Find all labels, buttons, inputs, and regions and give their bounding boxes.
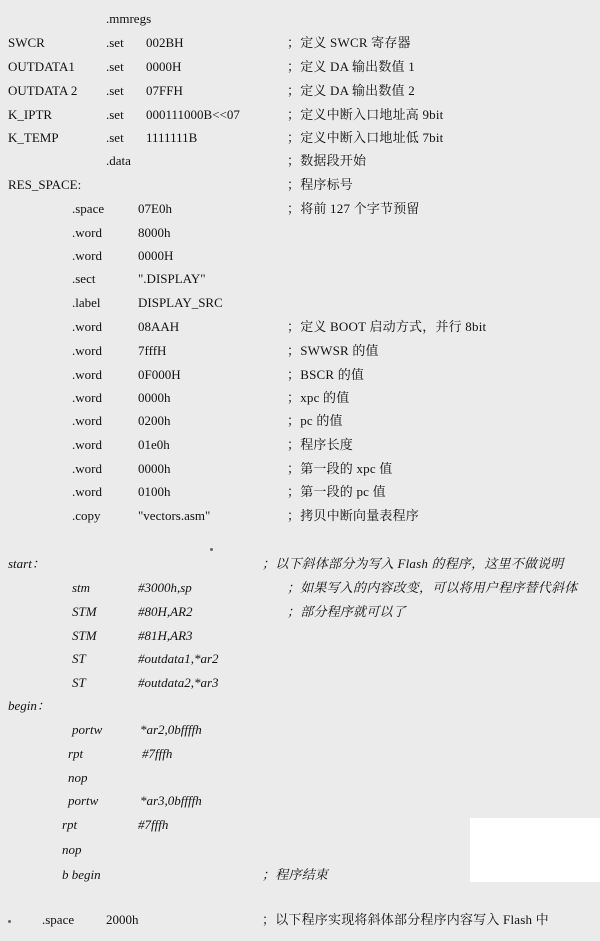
code-line <box>0 364 600 386</box>
line-directive: .word <box>72 319 102 334</box>
line-comment: ；第一段的 pc 值 <box>287 484 386 499</box>
code-line <box>0 839 600 861</box>
line-directive: stm <box>72 580 91 595</box>
code-line <box>0 505 600 527</box>
line-directive: ST <box>72 675 86 690</box>
line-directive: nop <box>68 770 88 785</box>
code-line <box>0 198 600 220</box>
code-line <box>0 104 600 126</box>
code-line <box>0 127 600 149</box>
line-directive: STM <box>72 628 97 643</box>
line-operand: *ar3,0bffffh <box>140 793 202 808</box>
line-comment: ；部分程序就可以了 <box>287 604 406 619</box>
code-line <box>0 150 600 172</box>
line-comment: ；程序结束 <box>262 867 329 882</box>
line-directive: rpt <box>62 817 78 832</box>
line-operand: 0000h <box>138 461 171 476</box>
line-operand: 0000H <box>146 59 182 74</box>
line-comment: ；SWWSR 的值 <box>287 343 379 358</box>
line-directive: .word <box>72 367 102 382</box>
code-line <box>0 577 600 599</box>
line-label: RES_SPACE: <box>8 177 82 192</box>
code-line <box>0 719 600 741</box>
code-line <box>0 625 600 647</box>
code-line <box>0 909 600 931</box>
line-directive: .set <box>106 107 124 122</box>
line-operand: 7fffH <box>138 343 167 358</box>
line-operand: 08AAH <box>138 319 180 334</box>
code-line <box>0 434 600 456</box>
line-comment: ；pc 的值 <box>287 413 343 428</box>
code-line <box>0 648 600 670</box>
line-comment: ；数据段开始 <box>287 153 367 168</box>
line-directive: ST <box>72 651 86 666</box>
line-directive: .set <box>106 83 124 98</box>
line-label: OUTDATA1 <box>8 59 75 74</box>
line-operand: #7fffh <box>142 746 173 761</box>
code-line <box>0 672 600 694</box>
line-comment: ；以下程序实现将斜体部分程序内容写入 Flash 中 <box>262 912 549 927</box>
scan-speck <box>210 548 213 551</box>
line-comment: ；定义中断入口地址低 7bit <box>287 130 444 145</box>
line-directive: .sect <box>72 271 96 286</box>
code-line <box>0 80 600 102</box>
line-label: start： <box>8 556 45 571</box>
line-comment: ；定义 DA 输出数值 1 <box>287 59 415 74</box>
line-comment: ；定义 BOOT 启动方式，并行 8bit <box>287 319 487 334</box>
line-directive: .word <box>72 390 102 405</box>
line-operand: 07FFH <box>146 83 183 98</box>
code-line <box>0 340 600 362</box>
line-operand: 0000h <box>138 390 171 405</box>
line-directive: .set <box>106 59 124 74</box>
line-directive: .word <box>72 248 102 263</box>
line-comment: ；定义 SWCR 寄存器 <box>287 35 411 50</box>
line-operand: "vectors.asm" <box>138 508 211 523</box>
line-directive: portw <box>72 722 103 737</box>
line-directive: nop <box>62 842 82 857</box>
line-operand: #80H,AR2 <box>138 604 193 619</box>
code-line <box>0 245 600 267</box>
line-directive: .mmregs <box>106 11 152 26</box>
line-directive: b begin <box>62 867 101 882</box>
line-comment: ；第一段的 xpc 值 <box>287 461 393 476</box>
code-line <box>0 553 600 575</box>
line-directive: .copy <box>72 508 101 523</box>
line-operand: 07E0h <box>138 201 172 216</box>
line-operand: 2000h <box>106 912 139 927</box>
line-comment: ；xpc 的值 <box>287 390 350 405</box>
code-line <box>0 268 600 290</box>
line-label: K_TEMP <box>8 130 59 145</box>
code-line <box>0 814 600 836</box>
line-comment: ；BSCR 的值 <box>287 367 365 382</box>
line-directive: .word <box>72 484 102 499</box>
line-directive: .data <box>106 153 131 168</box>
code-line <box>0 387 600 409</box>
line-directive: .space <box>42 912 75 927</box>
line-label: K_IPTR <box>8 107 53 122</box>
code-line <box>0 410 600 432</box>
line-operand: 8000h <box>138 225 171 240</box>
line-operand: #81H,AR3 <box>138 628 193 643</box>
code-line <box>0 601 600 623</box>
code-line <box>0 767 600 789</box>
code-line <box>0 790 600 812</box>
line-operand: #7fffh <box>138 817 169 832</box>
line-operand: DISPLAY_SRC <box>138 295 223 310</box>
line-directive: .word <box>72 461 102 476</box>
line-directive: .label <box>72 295 101 310</box>
line-operand: 0F000H <box>138 367 181 382</box>
line-comment: ；定义中断入口地址高 9bit <box>287 107 444 122</box>
line-operand: 0100h <box>138 484 171 499</box>
line-directive: .word <box>72 413 102 428</box>
line-comment: ；定义 DA 输出数值 2 <box>287 83 415 98</box>
line-operand: 01e0h <box>138 437 170 452</box>
line-directive: .set <box>106 130 124 145</box>
line-directive: .word <box>72 437 102 452</box>
line-operand: ".DISPLAY" <box>138 271 206 286</box>
code-line <box>0 292 600 314</box>
line-directive: rpt <box>68 746 84 761</box>
line-directive: .word <box>72 225 102 240</box>
code-line <box>0 56 600 78</box>
line-directive: .set <box>106 35 124 50</box>
code-line <box>0 8 600 30</box>
line-comment: ；拷贝中断向量表程序 <box>287 508 420 523</box>
line-operand: #3000h,sp <box>138 580 192 595</box>
line-comment: ；程序标号 <box>287 177 354 192</box>
code-line <box>0 174 600 196</box>
line-comment: ；程序长度 <box>287 437 354 452</box>
code-line <box>0 695 600 717</box>
line-comment: ；如果写入的内容改变，可以将用户程序替代斜体 <box>287 580 578 595</box>
code-line <box>0 316 600 338</box>
code-line <box>0 743 600 765</box>
line-operand: 0000H <box>138 248 174 263</box>
line-label: OUTDATA 2 <box>8 83 78 98</box>
line-directive: .space <box>72 201 105 216</box>
line-directive: .word <box>72 343 102 358</box>
line-operand: *ar2,0bffffh <box>140 722 202 737</box>
line-operand: #outdata2,*ar3 <box>138 675 219 690</box>
code-line <box>0 222 600 244</box>
code-line <box>0 32 600 54</box>
line-directive: portw <box>68 793 99 808</box>
line-operand: 002BH <box>146 35 184 50</box>
line-label: begin： <box>8 698 50 713</box>
line-comment: ；将前 127 个字节预留 <box>287 201 420 216</box>
line-directive: STM <box>72 604 97 619</box>
code-line <box>0 481 600 503</box>
line-operand: 1111111B <box>146 130 198 145</box>
code-line <box>0 458 600 480</box>
line-label: SWCR <box>8 35 45 50</box>
line-operand: 000111000B<<07 <box>146 107 240 122</box>
line-operand: #outdata1,*ar2 <box>138 651 219 666</box>
code-line <box>0 864 600 886</box>
line-operand: 0200h <box>138 413 171 428</box>
line-comment: ；以下斜体部分为写入 Flash 的程序，这里不做说明 <box>262 556 564 571</box>
